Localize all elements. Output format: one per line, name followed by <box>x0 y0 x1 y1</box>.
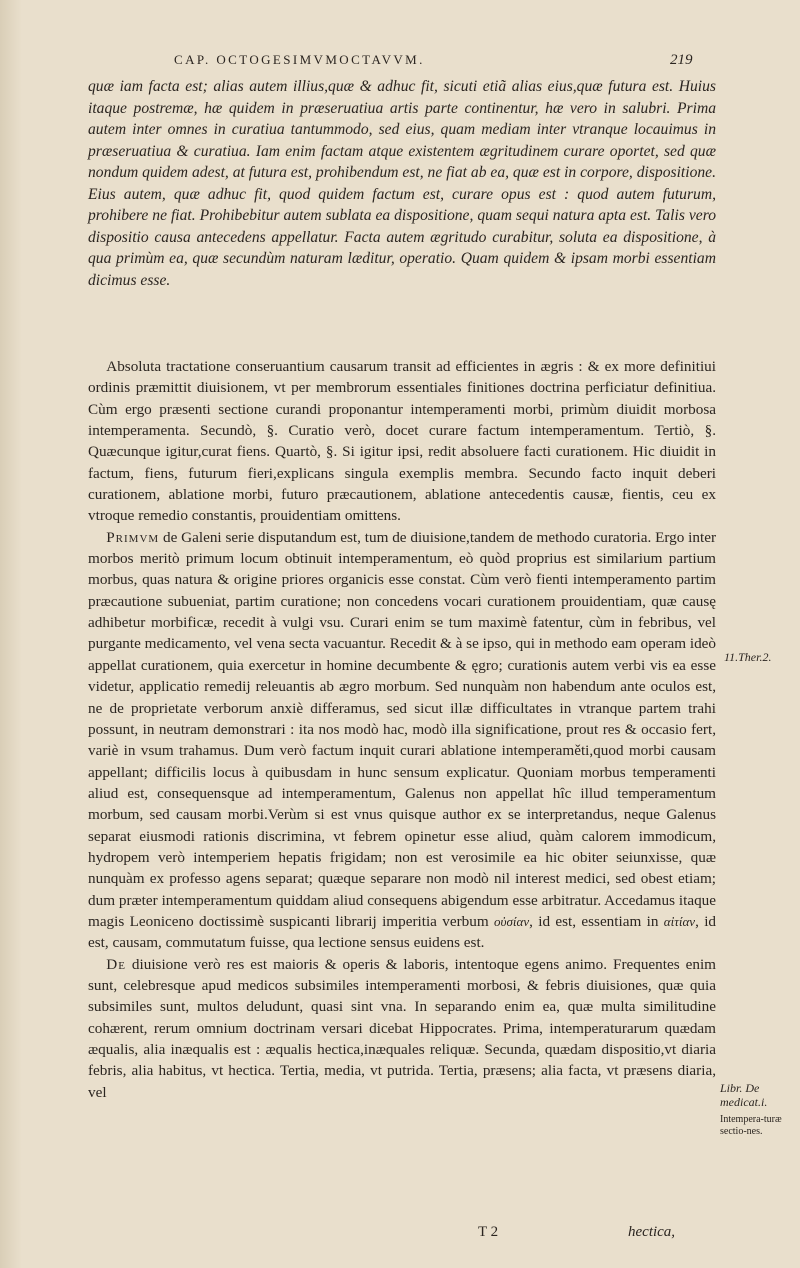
paragraph-2-text: de Galeni serie disputandum est, tum de diuisione,tandem de methodo curatoria. Ergo inter morbos meritò primum locum obtinuit intemperamentum, eò quòd proprius est similarium partium morbus, quas natura & origine priores organicis esse constat. Cùm verò fienti intemperamento partim præcautione subueniat, partim curatione; non concedens vocari curationem prouidentiam, quæ causę adhibetur morbificæ, recedit à vulgi vsu. Curari enim se tum maximè fatentur, cùm in febribus, vel purgante medicamento, vel vena secta vacuantur. Recedit & à se ipso, qui in methodo eam operam ideò appellat curationem, quia exercetur in homine decumbente & ęgro; curationis autem verbi vis ea esse videtur, applicatio remedij releuantis ab ægro morbum. Sed nunquàm non habendum ante oculos est, ne de proprietate verborum anxiè differamus, sed sicut illæ difficultates in vtranque partem trahi possunt, in neutram demonstrari : ita nos modò hac, modò illa significatione, prout res & occasio fert, variè in vsum trahamus. Dum verò factum inquit curari ablatione intemperaměti,quod morbi causam appellant; difficilis locus à quibusdam in hunc sensum explicatur. Quoniam morbus temperamenti aliud est, consequensque ad intemperamentum, Galenus non appellat hîc illud temperamentum morbum, sed causam morbi.Verùm si est vnus quisque author ex se interpretandus, neque Galenus separat eiusmodi rationis discrimina, vt febrem opinetur esse aliud, quàm calorem immodicum, hydropem verò intemperiem hepatis frigidam; non est verosimile ea hic obiter seiunxisse, quæ nunquàm ex professo agens separat; quæque separare non modò nil interest medici, sed obest etiam; dum præter intemperamentum quiddam aliud consequens abigendum esse arbitratur. Accedamus itaque magis Leoniceno doctissimè suspicanti librarij imperitia verbum <box>88 528 716 930</box>
paragraph-3-lead-word: De <box>106 955 126 973</box>
paragraph-2-mid: , id est, essentiam in <box>529 912 659 930</box>
paragraph-2-end: , id est, causam, commutatum fuisse, qua lectione sensus euidens est. <box>88 912 717 952</box>
paragraph-2-lead-word: Primvm <box>106 528 160 546</box>
page-number: 219 <box>670 52 693 68</box>
paragraph-3-text: diuisione verò res est maioris & operis & laboris, intentoque egens animo. Frequentes enim sunt, celebresque apud medicos subsimiles intemperamenti morbosi, & febris diuisiones, quæ quia subsimiles sunt, multos deludunt, quasi sint vna. In separando enim ea, quæ multa similitudine cohærent, rerum omnium doctrinam versari dicebat Hippocrates. Prima, intemperaturarum quædam æqualis, alia inæqualis est : æqualis hectica,inæquales reliquæ. Secunda, quædam dispositio,vt diaria febris, alia habitus, vt hectica. Tertia, media, vt putrida. Tertia, præsens; alia facta, vt præsens diaria, vel <box>88 955 716 1101</box>
quoted-text: quæ iam facta est; alias autem illius,quæ & adhuc fit, sicuti etiã alias eius,quæ futura est. Huius itaque postremæ, hæ quidem in præseruatiua artis parte continentur, hæ vero in salubri. Prima autem inter omnes in curatiua tantummodo, sed eius, quam mediam inter vtranque locauimus in præseruatiua & curatiua. Iam enim factam atque existentem ægritudinem curare oportet, sed quæ nondum quidem adest, at futura est, prohibendum est, ne fiat ab ea, quæ est in corpore, dispositione. Eius autem, quæ adhuc fit, quod quidem factum est, curare opus est : quod autem futurum, prohibere ne fiat. Prohibebitur autem sublata ea dispositione, quam sequi natura apta est. Talis vero dispositio causa antecedens appellatur. Facta autem ægritudo curabitur, soluta ea dispositione, à qua primùm ea, quæ secundùm naturam læditur, operatio. Quam quidem & ipsam morbi essentiam dicimus esse. <box>88 78 716 289</box>
margin-note-reference-therapeutics: 11.Ther.2. <box>724 650 772 664</box>
commentary-paragraph-2 <box>88 527 716 954</box>
commentary-paragraph-3 <box>88 954 716 1103</box>
commentary-block <box>88 356 716 1103</box>
margin-note-intemperaturae: Intempera-turæ sectio-nes. <box>720 1114 782 1137</box>
margin-note-reference-de-medicat: Libr. De medicat.i. <box>720 1081 768 1109</box>
greek-word-ousia: οὐσίαν <box>494 913 530 929</box>
running-head: CAP. OCTOGESIMVMOCTAVVM. <box>174 52 425 67</box>
catchword: hectica, <box>628 1224 676 1240</box>
commentary-paragraph-1: Absoluta tractatione conseruantium causarum transit ad efficientes in ægris : & ex more definitiui ordinis præmittit diuisionem, vt per membrorum essentiales finitiones doctrina perficiatur definitiua. Cùm ergo præsenti sectione curandi proponantur intemperamenti morbi, primùm diuidit morbosa intemperamenta. Secundò, §. Curatio verò, docet curare factum intemperamentum. Tertiò, §. Quæcunque igitur,curat fiens. Quartò, §. Si igitur ipsi, redit absoluere facti curationem. Hic diuidit in factum, fiens, futurum fieri,explicans singula exemplis membra. Secundo facto inquit deberi curationem, ablatione morbi, futuro præcautionem, ablatione antecedentis causæ, fientis, ceu ex vtroque remedio constantis, prouidentiam omittens. <box>88 358 716 525</box>
page-gutter-shadow <box>0 0 22 1268</box>
greek-word-aitia: αἰτίαν <box>663 913 696 929</box>
quoted-text-block <box>88 76 716 291</box>
signature-mark: T 2 <box>478 1224 499 1240</box>
